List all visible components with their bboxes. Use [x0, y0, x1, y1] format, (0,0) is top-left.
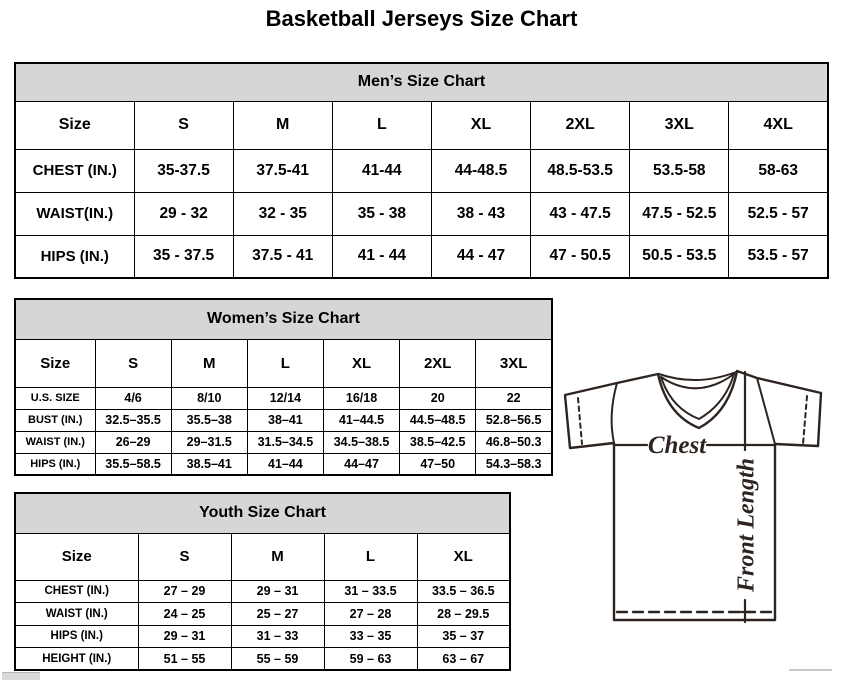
value-cell: 41 - 44 [332, 235, 431, 278]
size-header-cell: S [95, 339, 171, 387]
value-cell: 29 – 31 [138, 625, 231, 648]
value-cell: 35.5–38 [171, 409, 247, 431]
mens-table-title: Men’s Size Chart [15, 63, 828, 101]
measurement-row [15, 235, 828, 278]
measurement-row [15, 625, 510, 648]
value-cell: 46.8–50.3 [476, 431, 552, 453]
value-cell: 8/10 [171, 387, 247, 409]
value-cell: 41–44 [247, 453, 323, 475]
jersey-outline-svg [555, 360, 833, 628]
value-cell: 63 – 67 [417, 648, 510, 671]
value-cell: 12/14 [247, 387, 323, 409]
value-cell: 50.5 - 53.5 [630, 235, 729, 278]
page-title: Basketball Jerseys Size Chart [265, 6, 578, 31]
value-cell: 37.5-41 [233, 149, 332, 192]
value-cell: 43 - 47.5 [531, 192, 630, 235]
row-label: HIPS (IN.) [15, 453, 95, 475]
value-cell: 26–29 [95, 431, 171, 453]
value-cell: 44 - 47 [431, 235, 530, 278]
value-cell: 52.8–56.5 [476, 409, 552, 431]
measurement-row [15, 648, 510, 671]
size-header-cell: 3XL [630, 101, 729, 149]
value-cell: 29–31.5 [171, 431, 247, 453]
value-cell: 35.5–58.5 [95, 453, 171, 475]
chest-measure-label: Chest [647, 432, 707, 459]
value-cell: 31 – 33.5 [324, 580, 417, 603]
size-header-cell: L [324, 533, 417, 580]
size-header-cell: S [134, 101, 233, 149]
value-cell: 44.5–48.5 [400, 409, 476, 431]
youth-table-header-row [15, 533, 510, 580]
row-label: HEIGHT (IN.) [15, 648, 138, 671]
value-cell: 27 – 29 [138, 580, 231, 603]
value-cell: 54.3–58.3 [476, 453, 552, 475]
value-cell: 31 – 33 [231, 625, 324, 648]
mens-table-header-row [15, 101, 828, 149]
size-column-header: Size [15, 533, 138, 580]
value-cell: 32 - 35 [233, 192, 332, 235]
womens-table-title-row [15, 299, 552, 339]
value-cell: 27 – 28 [324, 603, 417, 626]
value-cell: 55 – 59 [231, 648, 324, 671]
mens-size-table [14, 62, 829, 279]
value-cell: 33.5 – 36.5 [417, 580, 510, 603]
value-cell: 24 – 25 [138, 603, 231, 626]
size-header-cell: L [247, 339, 323, 387]
value-cell: 53.5-58 [630, 149, 729, 192]
value-cell: 47 - 50.5 [531, 235, 630, 278]
value-cell: 35 - 37.5 [134, 235, 233, 278]
youth-table-title-row [15, 493, 510, 533]
value-cell: 35-37.5 [134, 149, 233, 192]
value-cell: 35 - 38 [332, 192, 431, 235]
front-length-measure-label: Front Length [733, 457, 760, 593]
size-header-cell: 2XL [531, 101, 630, 149]
collar-back-arc [659, 372, 736, 380]
womens-table-header-row [15, 339, 552, 387]
value-cell: 44-48.5 [431, 149, 530, 192]
measurement-row [15, 603, 510, 626]
measurement-row [15, 453, 552, 475]
value-cell: 22 [476, 387, 552, 409]
measurement-row [15, 192, 828, 235]
value-cell: 41-44 [332, 149, 431, 192]
womens-size-table [14, 298, 553, 476]
value-cell: 51 – 55 [138, 648, 231, 671]
size-header-cell: XL [431, 101, 530, 149]
size-column-header: Size [15, 339, 95, 387]
size-header-cell: 3XL [476, 339, 552, 387]
size-header-cell: XL [323, 339, 399, 387]
size-header-cell: 2XL [400, 339, 476, 387]
value-cell: 53.5 - 57 [729, 235, 828, 278]
value-cell: 32.5–35.5 [95, 409, 171, 431]
value-cell: 35 – 37 [417, 625, 510, 648]
row-label: WAIST(IN.) [15, 192, 134, 235]
scrollbar-track-fragment[interactable] [789, 669, 832, 671]
value-cell: 29 - 32 [134, 192, 233, 235]
row-label: BUST (IN.) [15, 409, 95, 431]
youth-size-table [14, 492, 511, 671]
value-cell: 48.5-53.5 [531, 149, 630, 192]
row-label: CHEST (IN.) [15, 149, 134, 192]
value-cell: 38–41 [247, 409, 323, 431]
value-cell: 31.5–34.5 [247, 431, 323, 453]
value-cell: 58-63 [729, 149, 828, 192]
row-label: HIPS (IN.) [15, 235, 134, 278]
measurement-row [15, 409, 552, 431]
value-cell: 59 – 63 [324, 648, 417, 671]
size-header-cell: S [138, 533, 231, 580]
value-cell: 33 – 35 [324, 625, 417, 648]
value-cell: 28 – 29.5 [417, 603, 510, 626]
size-header-cell: M [233, 101, 332, 149]
value-cell: 34.5–38.5 [323, 431, 399, 453]
size-column-header: Size [15, 101, 134, 149]
size-header-cell: M [231, 533, 324, 580]
row-label: HIPS (IN.) [15, 625, 138, 648]
value-cell: 25 – 27 [231, 603, 324, 626]
value-cell: 38.5–41 [171, 453, 247, 475]
value-cell: 47.5 - 52.5 [630, 192, 729, 235]
youth-table-title: Youth Size Chart [15, 493, 510, 533]
value-cell: 47–50 [400, 453, 476, 475]
measurement-row [15, 431, 552, 453]
value-cell: 44–47 [323, 453, 399, 475]
measurement-row [15, 387, 552, 409]
row-label: WAIST (IN.) [15, 603, 138, 626]
value-cell: 4/6 [95, 387, 171, 409]
jersey-measurement-diagram [555, 360, 833, 628]
womens-table-title: Women’s Size Chart [15, 299, 552, 339]
value-cell: 38.5–42.5 [400, 431, 476, 453]
size-header-cell: M [171, 339, 247, 387]
size-header-cell: 4XL [729, 101, 828, 149]
value-cell: 20 [400, 387, 476, 409]
row-label: U.S. SIZE [15, 387, 95, 409]
value-cell: 52.5 - 57 [729, 192, 828, 235]
value-cell: 41–44.5 [323, 409, 399, 431]
value-cell: 16/18 [323, 387, 399, 409]
row-label: CHEST (IN.) [15, 580, 138, 603]
mens-table-title-row [15, 63, 828, 101]
measurement-row [15, 149, 828, 192]
row-label: WAIST (IN.) [15, 431, 95, 453]
value-cell: 38 - 43 [431, 192, 530, 235]
measurement-row [15, 580, 510, 603]
size-header-cell: L [332, 101, 431, 149]
value-cell: 29 – 31 [231, 580, 324, 603]
size-header-cell: XL [417, 533, 510, 580]
value-cell: 37.5 - 41 [233, 235, 332, 278]
jersey-body-outline [565, 371, 821, 620]
